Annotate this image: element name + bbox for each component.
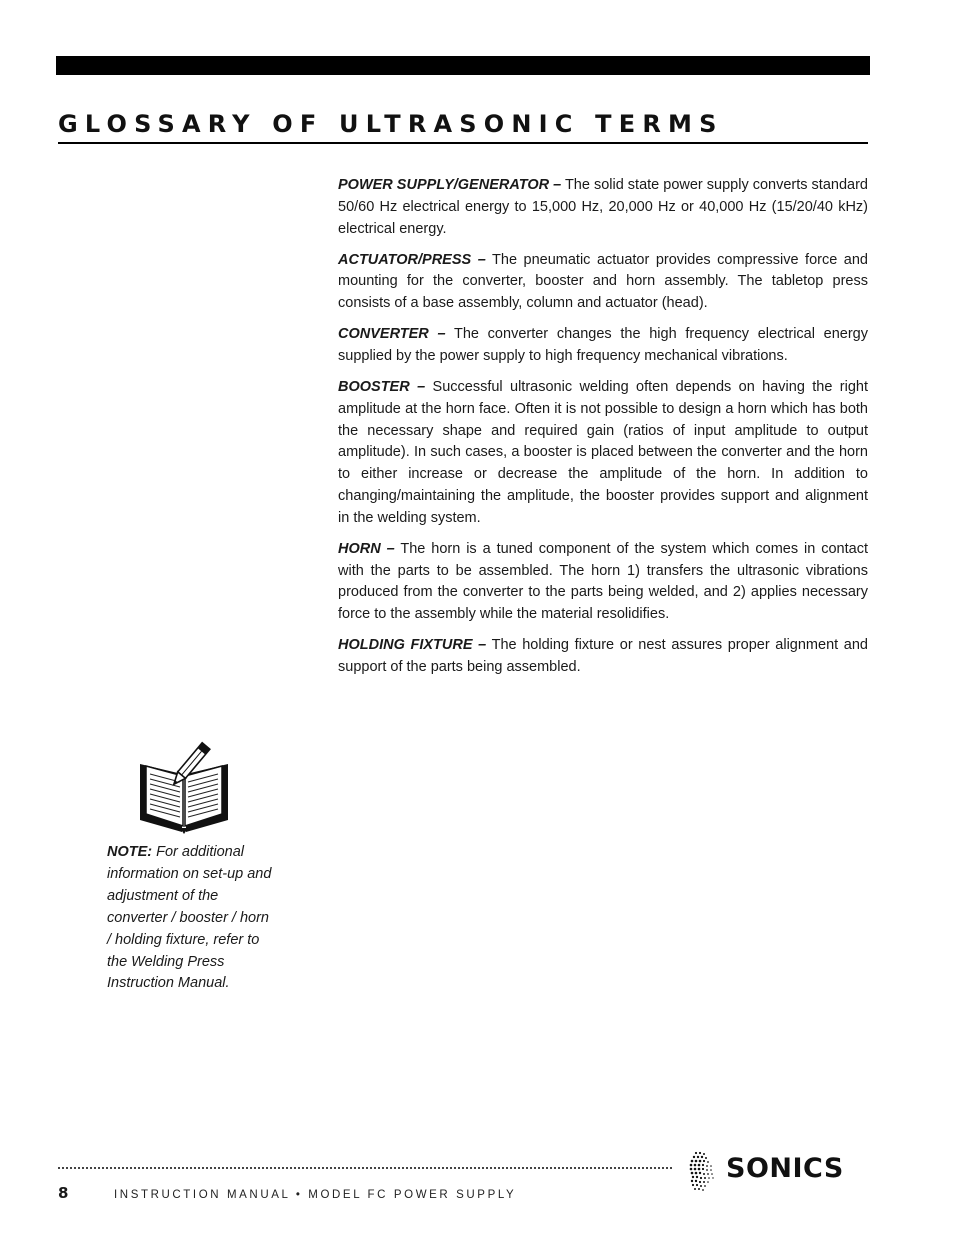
glossary-term: POWER SUPPLY/GENERATOR –: [338, 177, 562, 193]
glossary-entry-converter: [338, 324, 868, 368]
glossary-entry-power-supply: [338, 175, 868, 240]
glossary-entry-horn: [338, 539, 868, 626]
note-label: NOTE:: [107, 844, 153, 860]
book-pencil-icon: [136, 740, 234, 836]
glossary-definition: The holding fixture or nest assures proper alignment and support of the parts being assembled.: [338, 637, 868, 675]
glossary-definition: Successful ultrasonic welding often depends on having the right amplitude at the horn face. Often it is not possible to design a horn which has both the necessary shape and required gain (ratios of input amplitude to output amplitude). In such cases, a booster is placed between the converter and the horn to either increase or decrease the amplitude of the horn. In addition to changing/maintaining the amplitude, the booster provides support and alignment in the welding system.: [338, 378, 868, 526]
header-bar: [56, 56, 870, 75]
glossary-term: CONVERTER –: [338, 326, 446, 343]
sonics-logo-icon: [686, 1150, 718, 1192]
footer-manual-title: INSTRUCTION MANUAL • MODEL FC POWER SUPPLY: [114, 1189, 517, 1201]
title-rule: [58, 142, 868, 144]
brand-name: SONICS: [726, 1153, 844, 1184]
glossary-definition: The converter changes the high frequency electrical energy supplied by the power supply to high frequency mechanical vibrations.: [338, 326, 868, 364]
glossary-definition: The horn is a tuned component of the system which comes in contact with the parts to be assembled. The horn 1) transfers the ultrasonic vibrations produced from the converter to the parts being welded, and 2) applies necessary force to the assembly while the material resolidifies.: [338, 540, 868, 623]
glossary-term: HOLDING FIXTURE –: [338, 637, 487, 654]
glossary-term: ACTUATOR/PRESS –: [338, 251, 486, 268]
side-note: [107, 842, 272, 995]
glossary-term: HORN –: [338, 540, 395, 557]
glossary-entry-holding-fixture: [338, 635, 868, 679]
note-text: For additional information on set-up and adjustment of the converter / booster / horn / holding fixture, refer to the Welding Press Instruction Manual.: [107, 844, 272, 992]
glossary-term: BOOSTER –: [338, 378, 426, 395]
glossary-list: [338, 175, 868, 688]
glossary-definition: The solid state power supply converts standard 50/60 Hz electrical energy to 15,000 Hz, 20,000 Hz or 40,000 Hz (15/20/40 kHz) electrical energy.: [338, 177, 868, 237]
page-number: 8: [58, 1184, 69, 1202]
glossary-entry-actuator: [338, 250, 868, 315]
glossary-definition: The pneumatic actuator provides compressive force and mounting for the converter, booster and horn assembly. The tabletop press consists of a base assembly, column and actuator (head).: [338, 251, 868, 312]
glossary-entry-booster: [338, 377, 868, 530]
page-title: GLOSSARY OF ULTRASONIC TERMS: [58, 110, 724, 138]
footer-divider: [58, 1167, 672, 1169]
